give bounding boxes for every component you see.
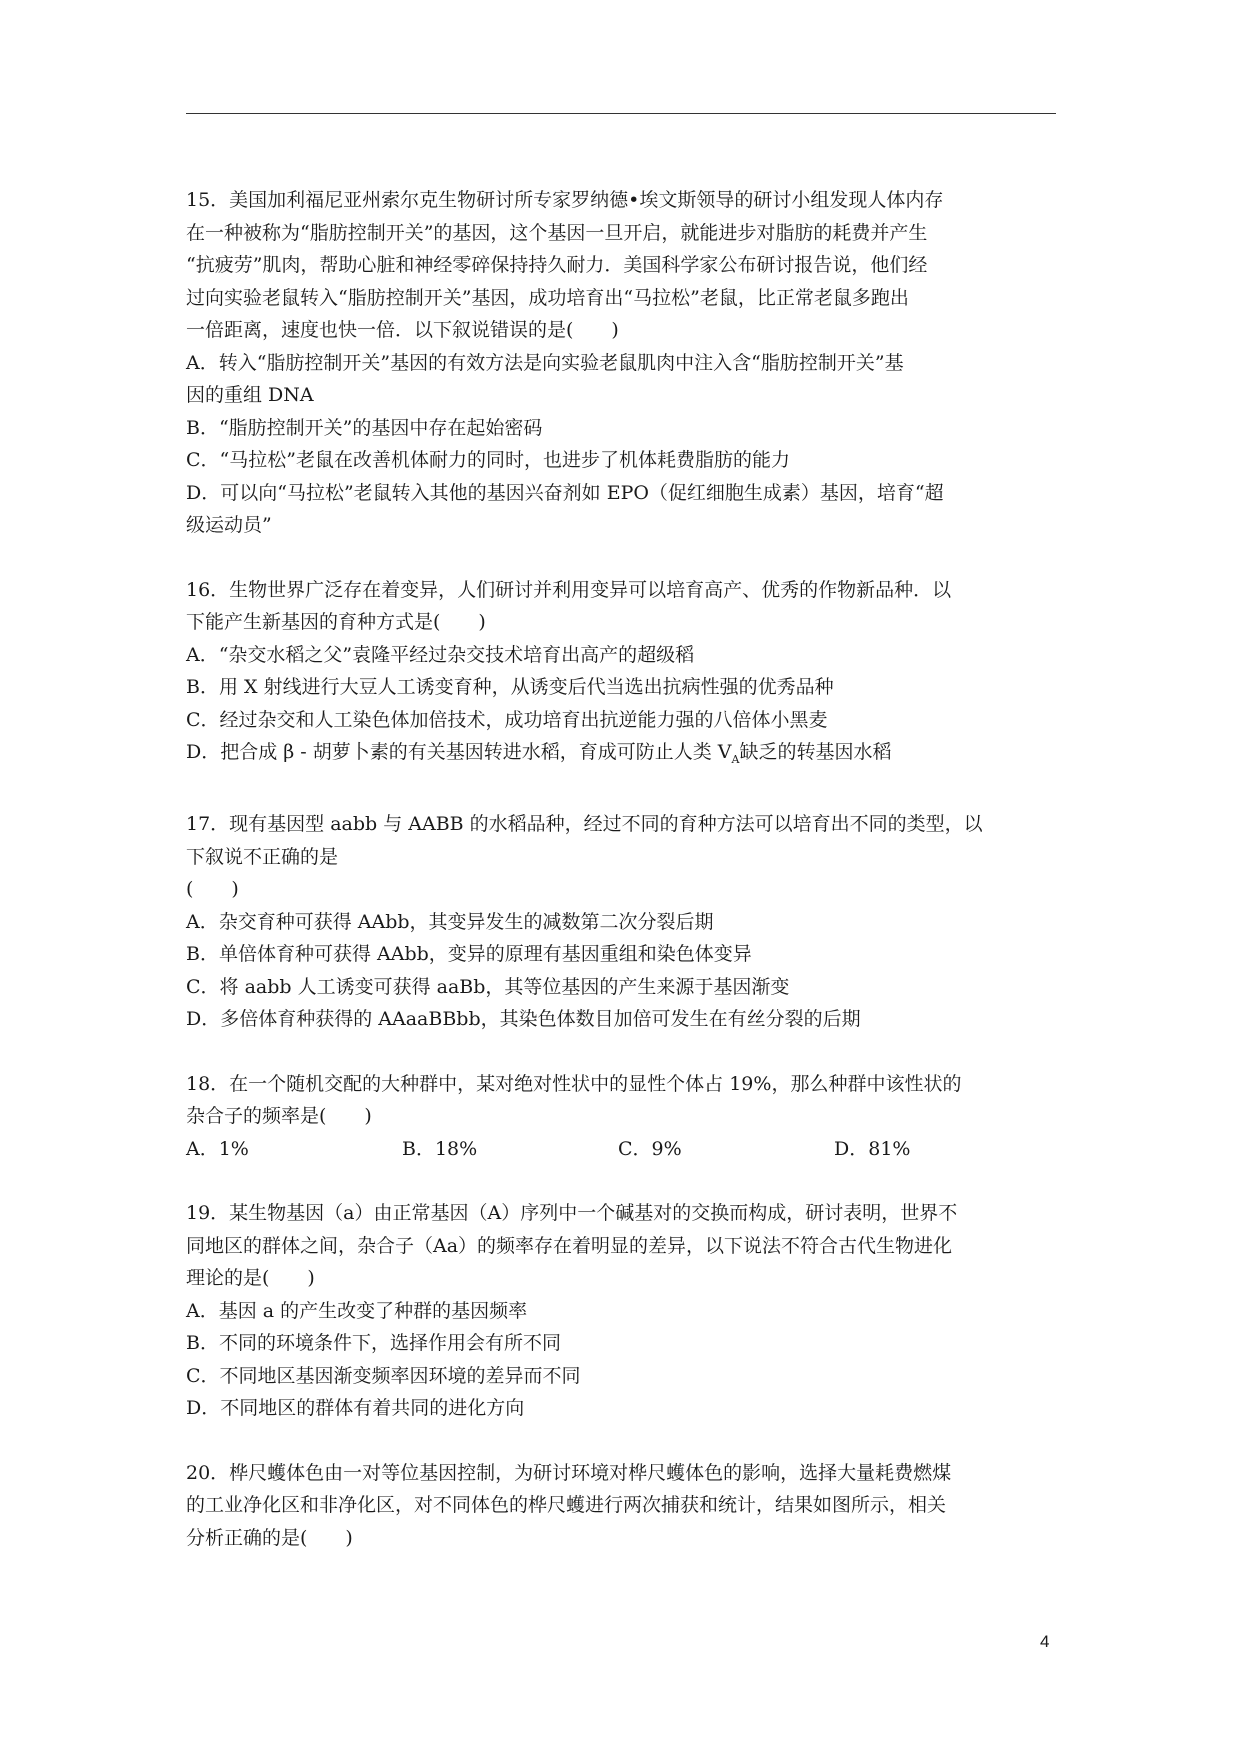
question-stem-line: 杂合子的频率是( ) xyxy=(186,1105,372,1128)
option-line: D．不同地区的群体有着共同的进化方向 xyxy=(186,1397,525,1420)
option-line: C．经过杂交和人工染色体加倍技术，成功培育出抗逆能力强的八倍体小黑麦 xyxy=(186,708,828,731)
option-line: A．杂交育种可获得 AAbb，其变异发生的减数第二次分裂后期 xyxy=(186,910,714,933)
question-19 xyxy=(186,1197,1066,1425)
question-stem-line: 16．生物世界广泛存在着变异，人们研讨并利用变异可以培育高产、优秀的作物新品种．以 xyxy=(186,578,952,601)
question-stem-line: ( ) xyxy=(186,878,239,901)
question-20 xyxy=(186,1457,1066,1555)
option-line: B．单倍体育种可获得 AAbb，变异的原理有基因重组和染色体变异 xyxy=(186,943,752,966)
option-line-d xyxy=(186,736,1066,776)
option-line: D．可以向“马拉松”老鼠转入其他的基因兴奋剂如 EPO（促红细胞生成素）基因，培育“超 xyxy=(186,481,944,504)
option-line: 因的重组 DNA xyxy=(186,384,314,406)
header-rule xyxy=(186,113,1056,114)
question-stem-line: 下能产生新基因的育种方式是( ) xyxy=(186,611,486,633)
question-stem-line: 在一种被称为“脂肪控制开关”的基因，这个基因一旦开启，就能进步对脂肪的耗费并产生 xyxy=(186,221,928,244)
option-a: A．1% xyxy=(186,1137,249,1160)
question-stem-line: 15．美国加利福尼亚州索尔克生物研讨所专家罗纳德•埃文斯领导的研讨小组发现人体内存 xyxy=(186,189,944,211)
page-number: 4 xyxy=(1040,1632,1050,1651)
option-b: B．18% xyxy=(402,1137,478,1160)
question-stem-line: 下叙说不正确的是 xyxy=(186,845,339,868)
question-stem-line: 分析正确的是( ) xyxy=(186,1526,353,1549)
option-line: C．将 aabb 人工诱变可获得 aaBb，其等位基因的产生来源于基因渐变 xyxy=(186,975,790,998)
question-17 xyxy=(186,808,1066,1036)
option-d-text-end: 缺乏的转基因水稻 xyxy=(739,741,892,763)
question-stem-line: 17．现有基因型 aabb 与 AABB 的水稻品种，经过不同的育种方法可以培育出不同的类型，以 xyxy=(186,813,983,836)
question-stem-line: “抗疲劳”肌肉，帮助心脏和神经零碎保持持久耐力．美国科学家公布研讨报告说，他们经 xyxy=(186,254,928,276)
option-line: B．用 X 射线进行大豆人工诱变育种，从诱变后代当选出抗病性强的优秀品种 xyxy=(186,676,834,698)
question-stem-line: 一倍距离，速度也快一倍．以下叙说错误的是( ) xyxy=(186,319,619,341)
option-row xyxy=(186,1133,1066,1166)
option-line: A．转入“脂肪控制开关”基因的有效方法是向实验老鼠肌肉中注入含“脂肪控制开关”基 xyxy=(186,351,904,374)
question-stem-line: 同地区的群体之间，杂合子（Aa）的频率存在着明显的差异，以下说法不符合古代生物进化 xyxy=(186,1234,953,1257)
question-list xyxy=(186,184,1066,1586)
option-line: B．不同的环境条件下，选择作用会有所不同 xyxy=(186,1332,561,1355)
option-line: A．基因 a 的产生改变了种群的基因频率 xyxy=(186,1299,528,1322)
question-15 xyxy=(186,184,1066,542)
option-line: 级运动员” xyxy=(186,514,272,536)
question-stem-line: 过向实验老鼠转入“脂肪控制开关”基因，成功培育出“马拉松”老鼠，比正常老鼠多跑出 xyxy=(186,286,909,309)
option-line: A．“杂交水稻之父”袁隆平经过杂交技术培育出高产的超级稻 xyxy=(186,643,695,666)
option-d-text: D．把合成 β - 胡萝卜素的有关基因转进水稻，育成可防止人类 V xyxy=(186,741,732,763)
option-d: D．81% xyxy=(834,1137,911,1160)
question-stem-line: 18．在一个随机交配的大种群中，某对绝对性状中的显性个体占 19%，那么种群中该性状的 xyxy=(186,1072,962,1095)
question-18 xyxy=(186,1068,1066,1166)
question-stem-line: 的工业净化区和非净化区，对不同体色的桦尺蠖进行两次捕获和统计，结果如图所示，相关 xyxy=(186,1494,947,1517)
option-d-subscript: A xyxy=(731,752,740,766)
option-line: C．“马拉松”老鼠在改善机体耐力的同时，也进步了机体耗费脂肪的能力 xyxy=(186,449,790,471)
option-line: B．“脂肪控制开关”的基因中存在起始密码 xyxy=(186,416,543,439)
option-c: C．9% xyxy=(618,1137,682,1160)
option-line: C．不同地区基因渐变频率因环境的差异而不同 xyxy=(186,1364,581,1387)
question-stem-line: 理论的是( ) xyxy=(186,1267,315,1290)
question-16 xyxy=(186,574,1066,777)
option-line: D．多倍体育种获得的 AAaaBBbb，其染色体数目加倍可发生在有丝分裂的后期 xyxy=(186,1008,861,1031)
question-stem-line: 20．桦尺蠖体色由一对等位基因控制，为研讨环境对桦尺蠖体色的影响，选择大量耗费燃煤 xyxy=(186,1461,952,1484)
question-stem-line: 19．某生物基因（a）由正常基因（A）序列中一个碱基对的交换而构成，研讨表明，世界不 xyxy=(186,1202,958,1225)
